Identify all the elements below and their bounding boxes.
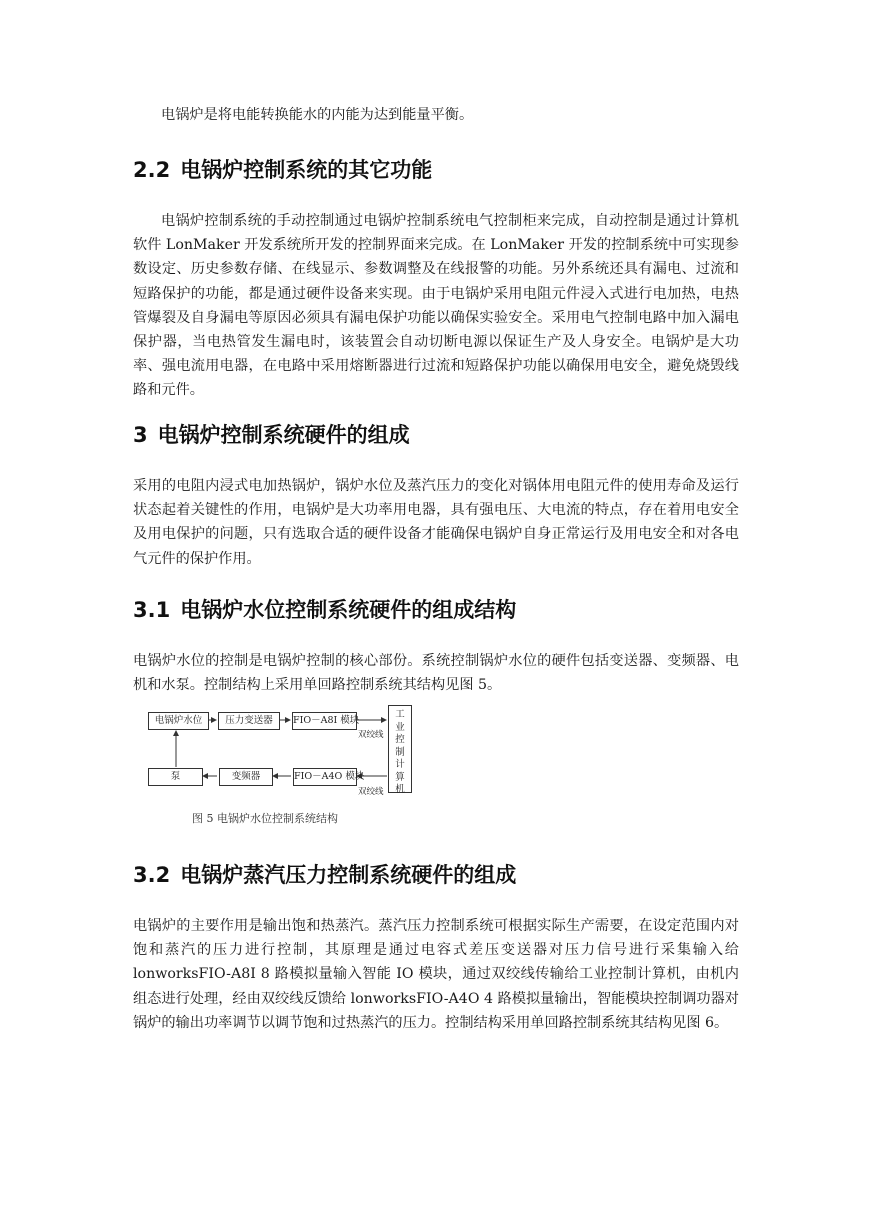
ipc-char: 控: [395, 734, 405, 745]
intro-paragraph: 电锅炉是将电能转换能水的内能为达到能量平衡。: [161, 107, 474, 123]
section-number: 3.1: [133, 598, 171, 622]
twisted-pair-label-bottom: 双绞线: [358, 787, 384, 797]
section-3-1-heading: [133, 596, 516, 624]
section-3-paragraph: 采用的电阻内浸式电加热锅炉，锅炉水位及蒸汽压力的变化对锅体用电阻元件的使用寿命及运行状态起着关键性的作用，电锅炉是大功率用电器，具有强电压、大电流的特点，存在着用电安全及用电保护的问题，只有选取合适的硬件设备才能确保电锅炉自身正常运行及用电安全和对各电气元件的保护作用。: [133, 478, 739, 567]
boiler-level-box: 电锅炉水位: [148, 712, 209, 730]
pressure-transmitter-box: 压力变送器: [218, 712, 280, 730]
figure-5-diagram: [146, 705, 426, 797]
section-number: 3.2: [133, 863, 171, 887]
ipc-char: 制: [395, 746, 405, 758]
figure-5-caption: 图 5 电锅炉水位控制系统结构: [192, 812, 338, 825]
industrial-computer-box: [388, 705, 412, 793]
section-3-1-paragraph: 电锅炉水位的控制是电锅炉控制的核心部份。系统控制锅炉水位的硬件包括变送器、变频器、电机和水泵。控制结构上采用单回路控制系统其结构见图 5。: [133, 653, 739, 694]
ipc-char: 算: [395, 771, 405, 783]
section-title: 电锅炉控制系统的其它功能: [180, 158, 433, 182]
section-2-2-heading: [133, 156, 432, 184]
inverter-box: 变频器: [219, 768, 273, 786]
section-3-2-paragraph: 电锅炉的主要作用是输出饱和热蒸汽。蒸汽压力控制系统可根据实际生产需要，在设定范围内对饱和蒸汽的压力进行控制，其原理是通过电容式差压变送器对压力信号进行采集输入给 lonworksFIO-A8I 8 路模拟量输入智能 IO 模块，通过双绞线传输给工业控制计算机，由机内组态进行处理，经由双绞线反馈给 lonworksFIO-A4O 4 路模拟量输出，智能模块控制调功器对锅炉的输出功率调节以调节饱和过热蒸汽的压力。控制结构采用单回路控制系统其结构见图 6。: [133, 918, 739, 1031]
section-2-2-paragraph: 电锅炉控制系统的手动控制通过电锅炉控制系统电气控制柜来完成，自动控制是通过计算机软件 LonMaker 开发系统所开发的控制界面来完成。在 LonMaker 开发的控制系统中可实现参数设定、历史参数存储、在线显示、参数调整及在线报警的功能。另外系统还具有漏电、过流和短路保护的功能，都是通过硬件设备来实现。由于电锅炉采用电阻元件浸入式进行电加热，电热管爆裂及自身漏电等原因必须具有漏电保护功能以确保实验安全。采用电气控制电路中加入漏电保护器，当电热管发生漏电时，该装置会自动切断电源以保证生产及人身安全。电锅炉是大功率、强电流用电器，在电路中采用熔断器进行过流和短路保护功能以确保用电安全，避免烧毁线路和元件。: [133, 213, 739, 399]
section-3-heading: [133, 421, 410, 449]
fio-a4o-module-box: FIO－A4O 模块: [293, 768, 357, 786]
pump-box: 泵: [148, 768, 203, 786]
ipc-char: 机: [395, 784, 405, 795]
section-number: 3: [133, 423, 148, 447]
ipc-char: 业: [395, 721, 405, 733]
ipc-char: 计: [395, 759, 405, 770]
section-title: 电锅炉水位控制系统硬件的组成结构: [180, 598, 517, 622]
section-number: 2.2: [133, 158, 171, 182]
twisted-pair-label-top: 双绞线: [358, 730, 384, 740]
section-3-2-heading: [133, 861, 516, 889]
section-title: 电锅炉控制系统硬件的组成: [157, 423, 410, 447]
section-title: 电锅炉蒸汽压力控制系统硬件的组成: [180, 863, 517, 887]
ipc-char: 工: [395, 709, 405, 720]
fio-a8i-module-box: FIO－A8I 模块: [292, 712, 357, 730]
